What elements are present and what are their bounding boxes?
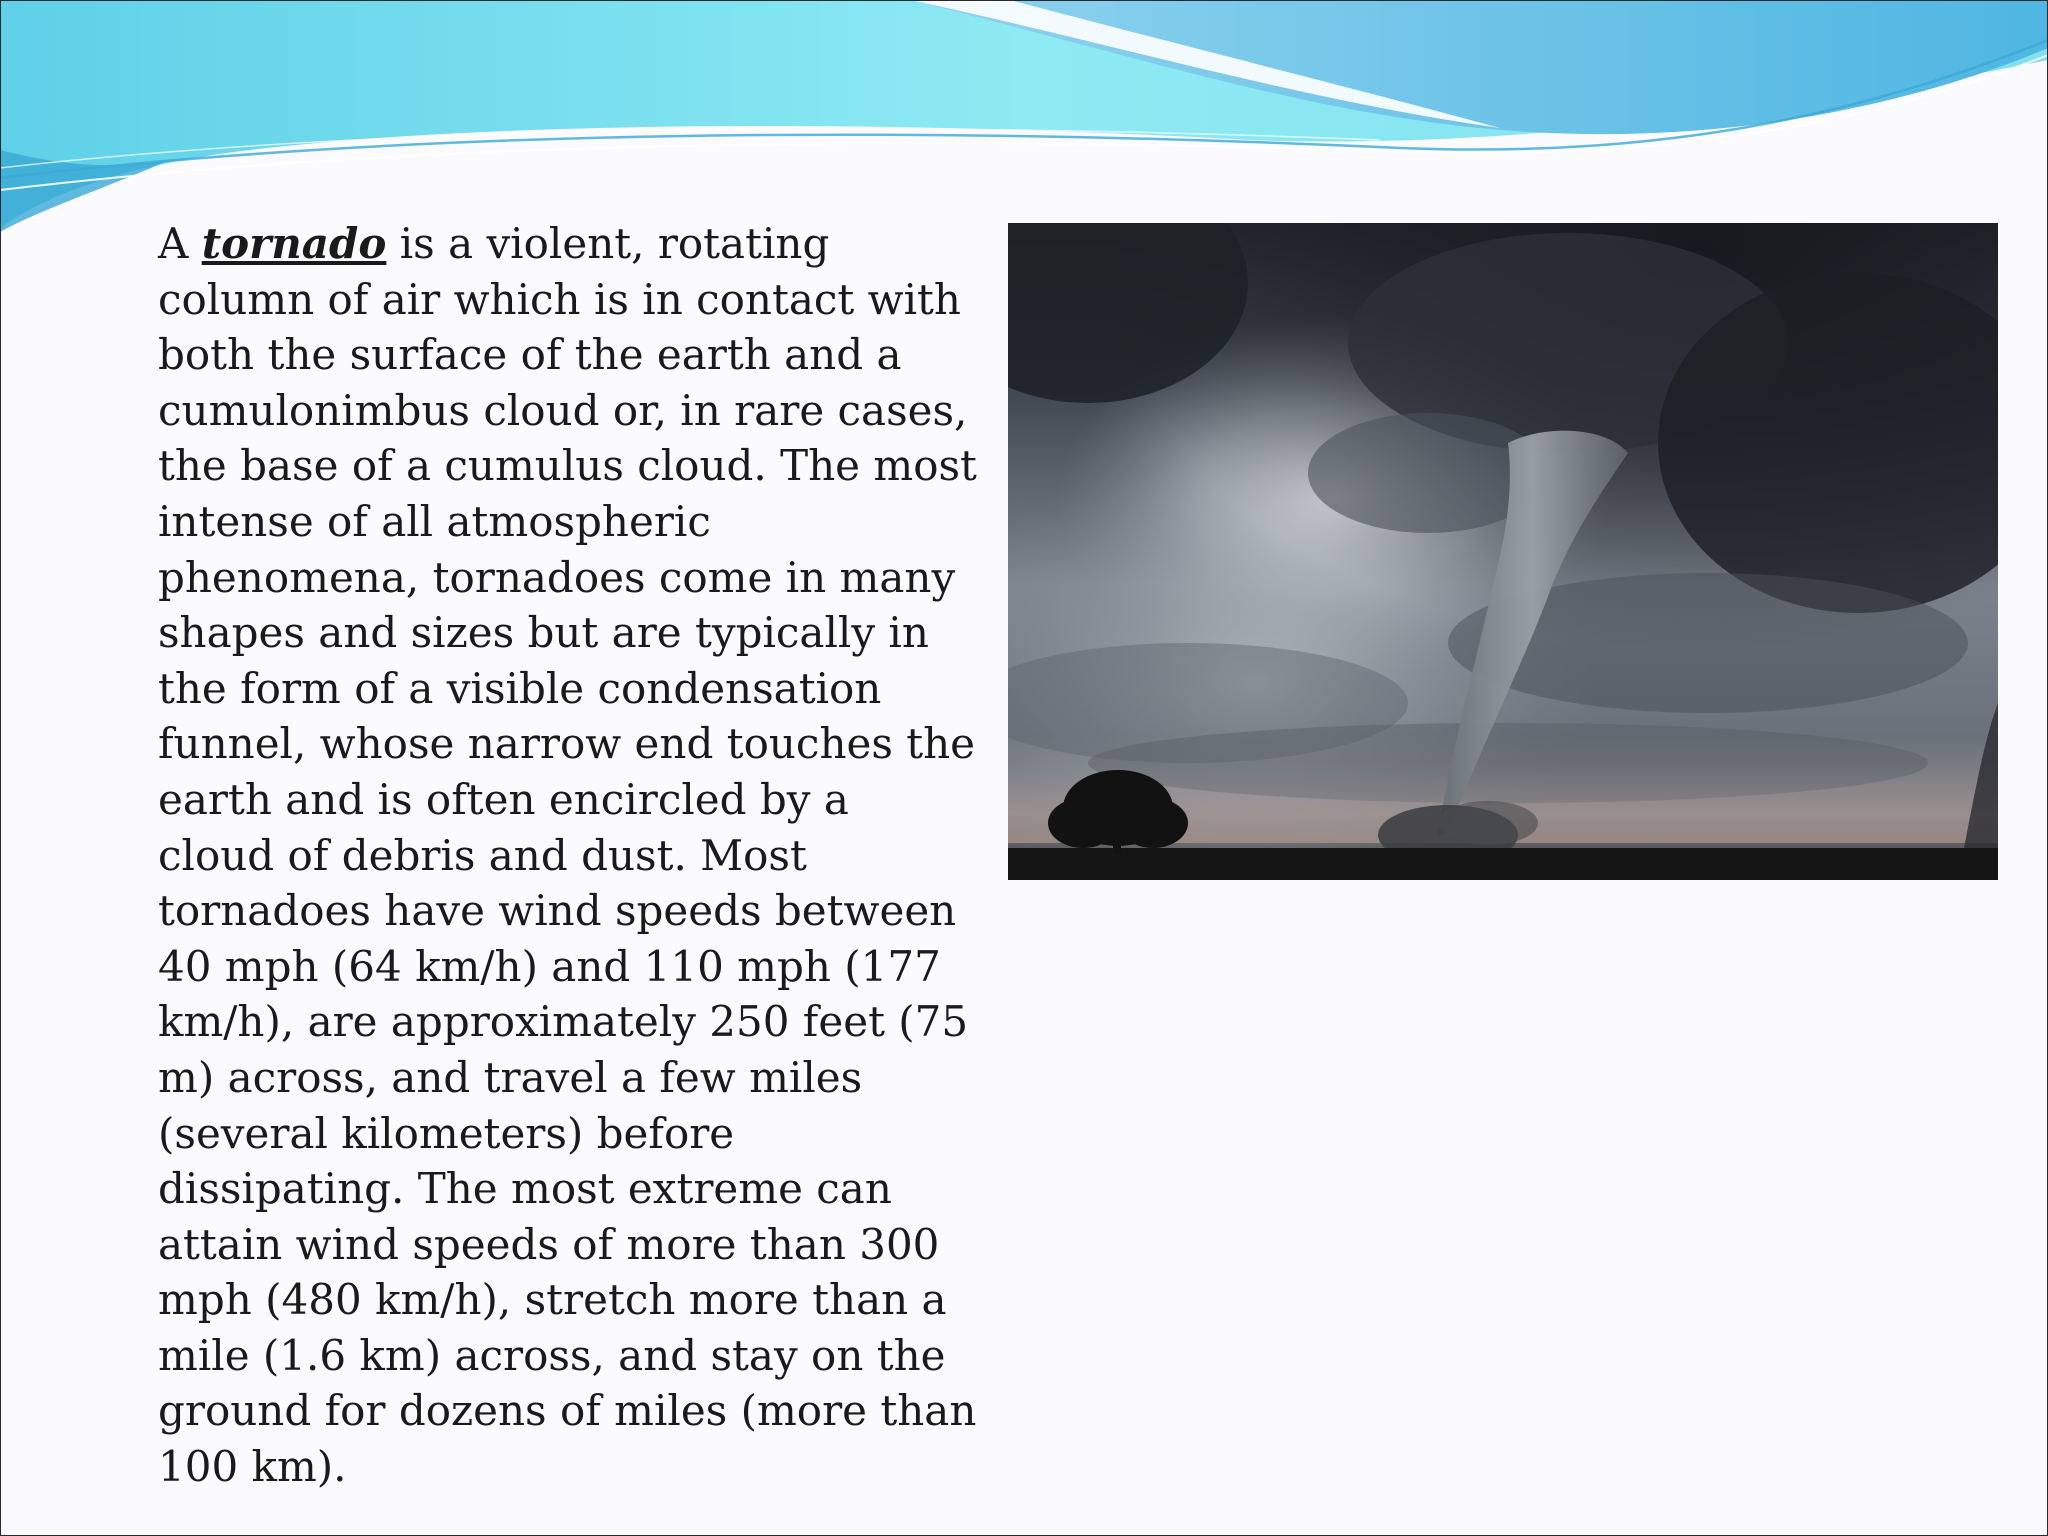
term-tornado: tornado <box>201 219 387 268</box>
paragraph-body: is a violent, rotating column of air which is in contact with both the surface of the earth and a cumulonimbus cloud or, in rare cases, the base of a cumulus cloud. The most intense of all atmospheric phenomena, tornadoes come in many shapes and sizes but are typically in the form of a visible condensation funnel, whose narrow end touches the earth and is often encircled by a cloud of debris and dust. Most tornadoes have wind speeds between 40 mph (64 km/h) and 110 mph (177 km/h), are approximately 250 feet (75 m) across, and travel a few miles (several kilometers) before dissipating. The most extreme can attain wind speeds of more than 300 mph (480 km/h), stretch more than a mile (1.6 km) across, and stay on the ground for dozens of miles (more than 100 km). <box>158 219 977 1492</box>
paragraph-lead: A <box>158 219 202 268</box>
header-wave-decoration <box>0 0 2048 240</box>
tornado-definition-paragraph <box>158 216 978 1495</box>
tornado-photo <box>1008 223 1998 880</box>
